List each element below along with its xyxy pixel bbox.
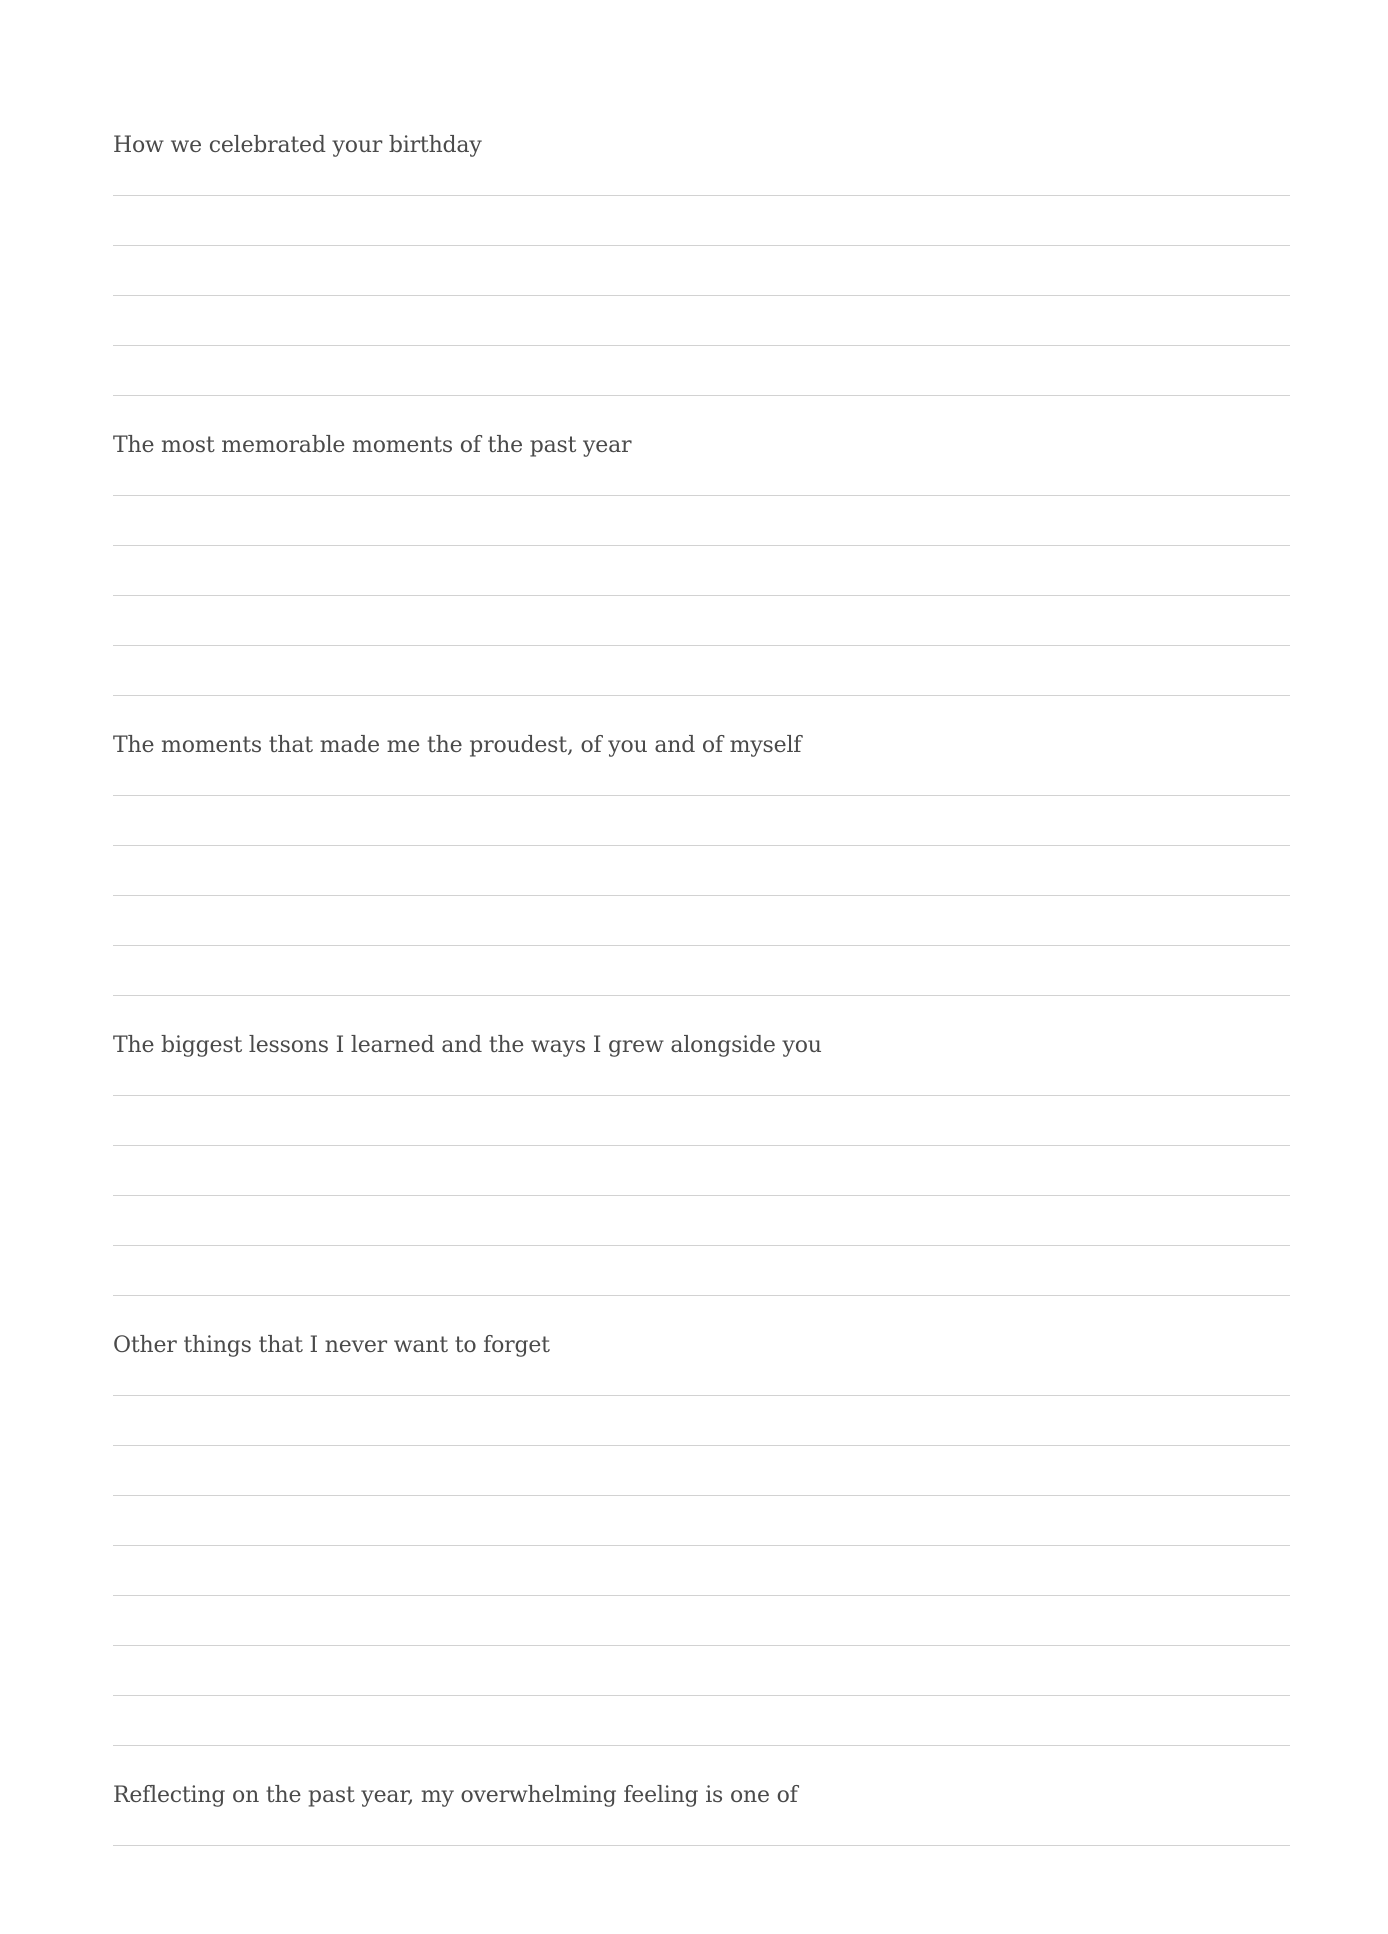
writing-line xyxy=(113,1195,1290,1196)
writing-line xyxy=(113,195,1290,196)
writing-line xyxy=(113,645,1290,646)
journal-page xyxy=(113,0,1290,1934)
writing-line xyxy=(113,1845,1290,1846)
writing-line xyxy=(113,1595,1290,1596)
writing-line xyxy=(113,1395,1290,1396)
writing-line xyxy=(113,1145,1290,1146)
prompt-text: Reflecting on the past year, my overwhelming feeling is one of xyxy=(113,1783,798,1808)
prompt-text: The moments that made me the proudest, of you and of myself xyxy=(113,733,802,758)
writing-line xyxy=(113,795,1290,796)
writing-line xyxy=(113,895,1290,896)
writing-line xyxy=(113,545,1290,546)
writing-line xyxy=(113,495,1290,496)
writing-line xyxy=(113,395,1290,396)
writing-line xyxy=(113,1445,1290,1446)
writing-line xyxy=(113,295,1290,296)
writing-line xyxy=(113,945,1290,946)
writing-line xyxy=(113,1695,1290,1696)
prompt-text: How we celebrated your birthday xyxy=(113,133,482,158)
writing-line xyxy=(113,1645,1290,1646)
writing-line xyxy=(113,1295,1290,1296)
writing-line xyxy=(113,1245,1290,1246)
writing-line xyxy=(113,245,1290,246)
prompt-text: The most memorable moments of the past year xyxy=(113,433,632,458)
writing-line xyxy=(113,1495,1290,1496)
writing-line xyxy=(113,345,1290,346)
writing-line xyxy=(113,595,1290,596)
prompt-text: Other things that I never want to forget xyxy=(113,1333,550,1358)
writing-line xyxy=(113,1545,1290,1546)
writing-line xyxy=(113,695,1290,696)
writing-line xyxy=(113,845,1290,846)
writing-line xyxy=(113,1095,1290,1096)
writing-line xyxy=(113,995,1290,996)
writing-line xyxy=(113,1745,1290,1746)
prompt-text: The biggest lessons I learned and the ways I grew alongside you xyxy=(113,1033,822,1058)
